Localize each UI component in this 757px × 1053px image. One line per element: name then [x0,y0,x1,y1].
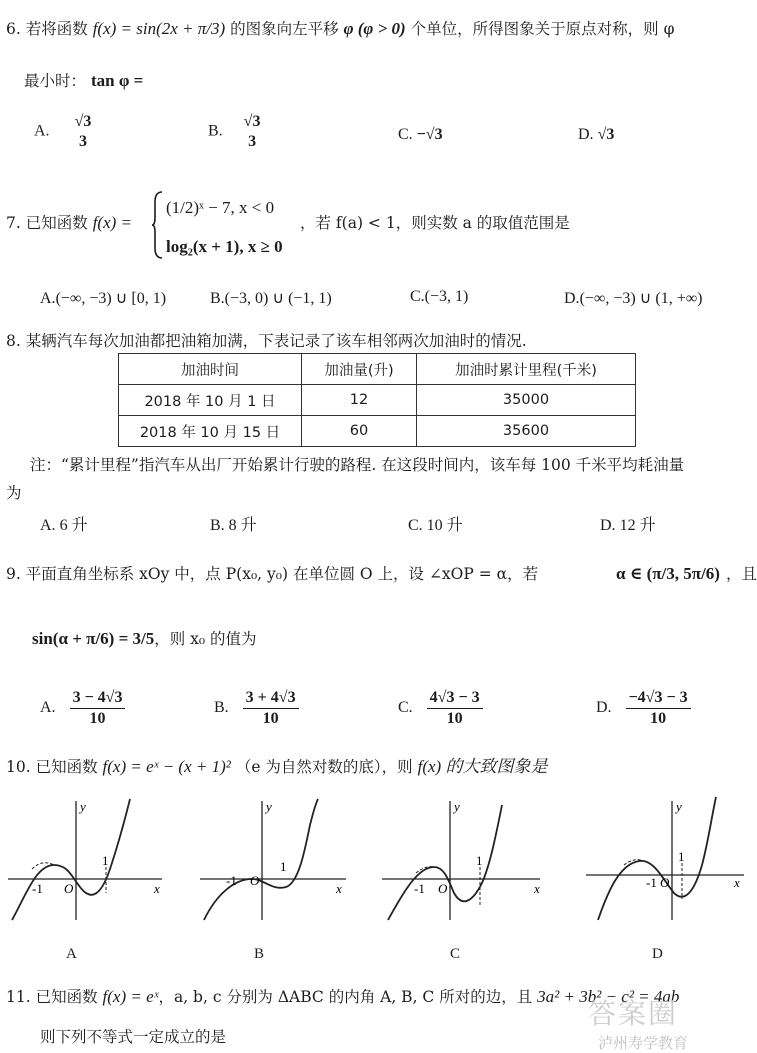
q9-option-c: C. $\frac{4√3 - 3}{10}$ [398,688,483,729]
svg-text:-1: -1 [226,873,237,888]
graph-d [584,795,750,925]
svg-text:O: O [64,881,74,896]
svg-text:y: y [454,799,460,814]
function-expression: f(x) = sin(2x + π/3) [92,19,226,38]
svg-text:-1: -1 [646,875,657,890]
q9-option-d: D. $\frac{-4√3 - 3}{10}$ [596,688,691,729]
q7-option-a: A.(−∞, −3) ∪ [0, 1) [40,290,167,307]
q9-stem: 9. 平面直角坐标系 xOy 中，点 P(x₀, y₀) 在单位圆 O 上，设 ∠xOP = α，若 [6,565,539,583]
q10-stem: 10. 已知函数 f(x) = eˣ − (x + 1)² （e 为自然对数的底），则 f(x) 的大致图象是 [6,757,548,776]
svg-text:1: 1 [280,859,287,874]
watermark-text: 泸州寿学教育 [598,1034,689,1052]
q9-option-a: A. $\frac{3 - 4√3}{10}$ [40,688,125,729]
q8-option-c: C. 10 升 [408,517,463,534]
watermark-logo: 答案圈 [588,997,679,1030]
q9-condition: sin(α + π/6) = 3/5，则 x₀ 的值为 [32,629,257,648]
table-row: 2018 年 10 月 15 日 60 35600 [119,416,636,447]
fuel-table [118,353,636,447]
svg-text:O: O [250,873,260,888]
q7-brace [152,190,164,260]
svg-text:x: x [336,881,342,896]
svg-text:-1: -1 [414,881,425,896]
q7-stem: 7. 已知函数 f(x) = [6,213,132,232]
svg-text:x: x [734,875,740,890]
graph-b-caption: B [254,946,265,962]
q6-option-d: D. √3 [578,126,615,143]
q8-option-a: A. 6 升 [40,517,88,534]
column-header: 加油时累计里程(千米) [417,354,636,385]
svg-text:-1: -1 [32,881,43,896]
q11-stem: 11. 已知函数 f(x) = eˣ，a, b, c 分别为 ΔABC 的内角 A, B, C 所对的边，且 3a² + 3b² − c² = 4ab [6,987,680,1006]
q8-option-d: D. 12 升 [600,517,656,534]
q7-case-2: log₂(x + 1), x ≥ 0 [166,237,283,256]
svg-text:O: O [438,881,448,896]
svg-text:1: 1 [476,853,483,868]
q6-option-a: A. √3 3 [34,113,92,150]
column-header: 加油量(升) [302,354,417,385]
q7-option-d: D.(−∞, −3) ∪ (1, +∞) [564,290,703,307]
q8-note: 注：“累计里程”指汽车从出厂开始累计行驶的路程. 在这段时间内，该车每 100 千米平均耗油量 [30,456,685,474]
graph-b [196,795,356,925]
svg-text:1: 1 [678,849,685,864]
svg-text:y: y [266,799,272,814]
table-row: 2018 年 10 月 1 日 12 35000 [119,385,636,416]
q6-option-b: B. √3 3 [208,113,261,150]
graph-a [2,795,172,925]
q7-case-1: (1/2)ˣ − 7, x < 0 [166,198,275,217]
svg-text:1: 1 [102,853,109,868]
graph-c [378,795,548,925]
q6-stem: 6. 若将函数 f(x) = sin(2x + π/3) 的图象向左平移 φ (φ > 0) 个单位，所得图象关于原点对称，则 φ [6,19,675,38]
table-header-row [119,354,636,385]
q9-range: α ∈ (π/3, 5π/6) [616,564,720,583]
column-header: 加油时间 [119,354,302,385]
graph-a-caption: A [66,946,77,962]
svg-text:O: O [660,875,670,890]
q9-option-b: B. $\frac{3 + 4√3}{10}$ [214,688,299,729]
q7-option-b: B.(−3, 0) ∪ (−1, 1) [210,290,332,307]
svg-text:y: y [80,799,86,814]
q7-option-c: C.(−3, 1) [410,288,469,305]
q7-stem-tail: ，若 f(a) < 1，则实数 a 的取值范围是 [300,214,570,232]
q8-note-line2: 为 [6,484,22,502]
svg-text:x: x [534,881,540,896]
graph-c-caption: C [450,946,461,962]
graph-d-caption: D [652,946,663,962]
question-number: 6. [6,20,21,38]
svg-text:y: y [676,799,682,814]
q6-option-c: C. −√3 [398,126,443,143]
q8-option-b: B. 8 升 [210,517,257,534]
q8-stem: 8. 某辆汽车每次加油都把油箱加满，下表记录了该车相邻两次加油时的情况. [6,332,527,350]
svg-text:x: x [154,881,160,896]
q11-stem-line2: 则下列不等式一定成立的是 [40,1028,227,1046]
q6-stem-line2: 最小时： tan φ = [24,71,144,90]
